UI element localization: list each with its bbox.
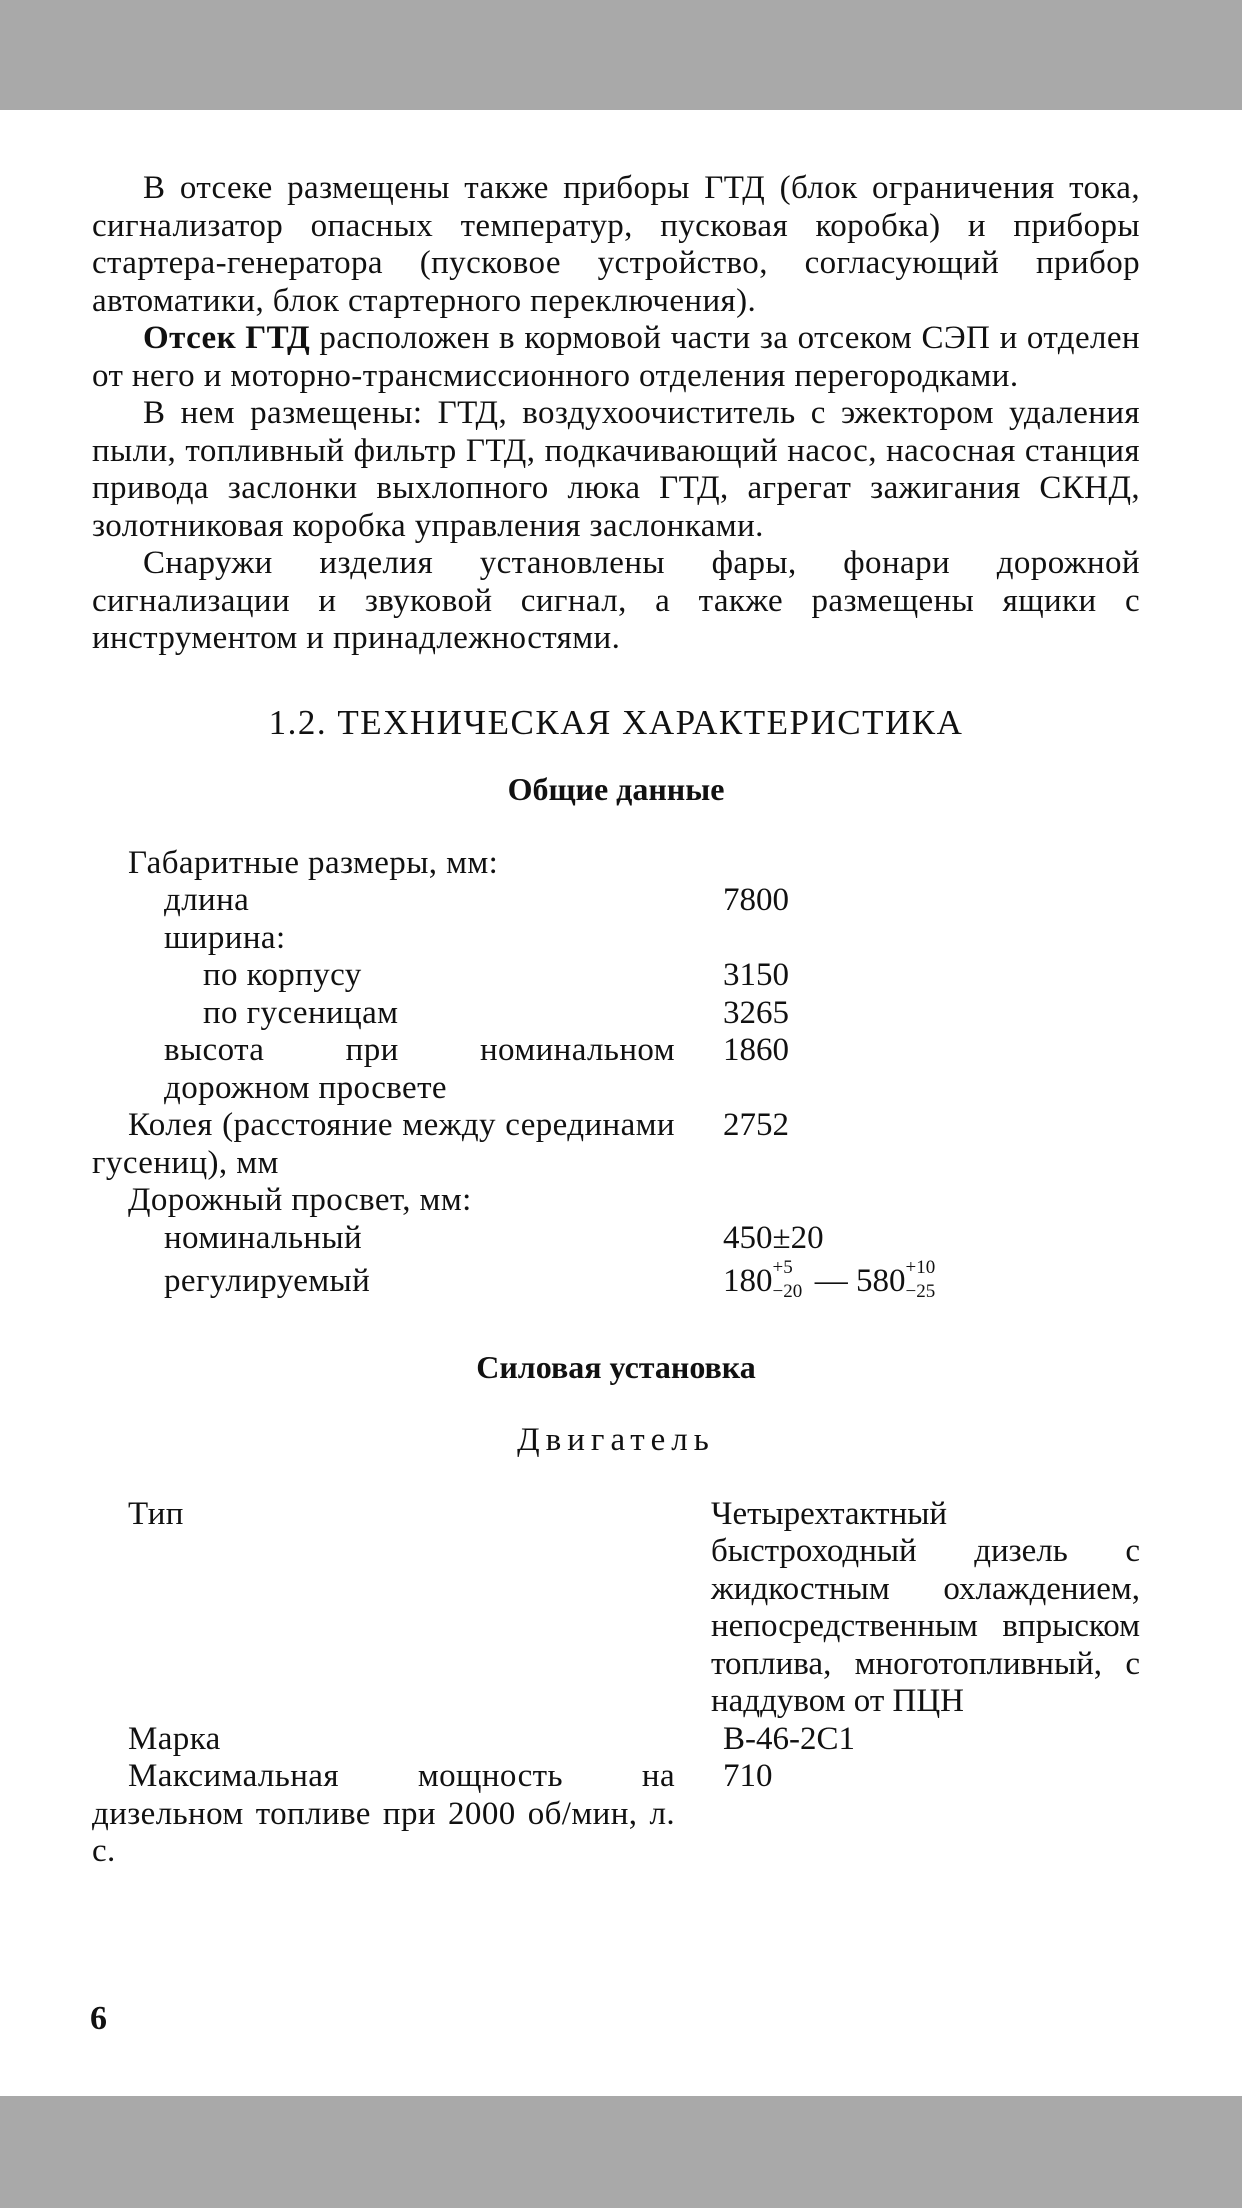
spec-row [92, 1721, 1140, 1759]
adj-a: 180 [723, 1263, 773, 1299]
paragraph-3: В нем размещены: ГТД, воздухоочиститель с эжектором удаления пыли, топливный фильтр ГТД, подкачивающий насос, насосная станция привода заслонки выхлопного люка ГТД, агрегат зажигания СКНД, золотниковая коробка управления заслонками. [92, 395, 1140, 544]
spec-row [92, 1758, 1140, 1871]
spec-row [92, 1182, 1140, 1220]
engine-heading: Двигатель [517, 1422, 715, 1458]
adj-b-down: −25 [905, 1281, 936, 1303]
adj-a-up: +5 [772, 1257, 793, 1279]
power-value: 710 [723, 1758, 773, 1794]
spec-row [92, 1220, 1140, 1258]
paragraph-1: В отсеке размещены также приборы ГТД (блок ограничения тока, сигнализатор опасных температур, пусковая коробка) и приборы стартера-генератора (пусковое устройство, согласующий прибор автоматики, блок стартерного переключения). [92, 170, 1140, 319]
page-number: 6 [90, 2000, 107, 2037]
bottom-gray-bar [0, 2096, 1242, 2208]
power-heading: Силовая установка [476, 1348, 756, 1385]
top-gray-bar [0, 0, 1242, 110]
spec-row [92, 995, 1140, 1033]
page-content [92, 170, 1140, 1871]
tracks-value: 3265 [723, 994, 789, 1031]
nominal-label: номинальный [164, 1219, 363, 1256]
paragraph-2 [92, 320, 1140, 395]
adjustable-label: регулируемый [164, 1263, 371, 1299]
length-value: 7800 [723, 882, 789, 918]
spec-row [92, 957, 1140, 995]
spec-row [92, 845, 1140, 883]
adj-sep: — [806, 1263, 856, 1299]
brand-label: Марка [128, 1720, 221, 1757]
width-label: ширина: [164, 919, 286, 956]
adjustable-value [675, 1257, 1140, 1303]
spec-row [92, 882, 1140, 920]
paragraph-2-bold: Отсек ГТД [143, 320, 311, 356]
hull-value: 3150 [723, 957, 789, 993]
adj-a-down: −20 [772, 1281, 803, 1303]
type-label: Тип [128, 1495, 184, 1532]
general-heading: Общие данные [507, 771, 725, 807]
clearance-label: Дорожный просвет, мм: [128, 1182, 472, 1218]
paragraph-2-text: расположен в кормовой части за отсеком СЭП и отделен от него и моторно-трансмиссионного отделения перегородками. [92, 320, 1140, 394]
section-title: 1.2. ТЕХНИЧЕСКАЯ ХАРАКТЕРИСТИКА [268, 702, 964, 742]
brand-value: В-46-2С1 [723, 1720, 855, 1757]
spec-row [92, 1107, 1140, 1182]
spec-row [92, 1496, 1140, 1721]
height-value: 1860 [723, 1032, 789, 1068]
dims-label: Габаритные размеры, мм: [128, 844, 499, 881]
power-label: Максимальная мощность на дизельном топливе при 2000 об/мин, л. с. [92, 1758, 675, 1869]
hull-label: по корпусу [203, 957, 362, 993]
spec-row [92, 920, 1140, 958]
adj-b-up: +10 [905, 1257, 936, 1279]
adj-b: 580 [856, 1263, 906, 1299]
paragraph-4: Снаружи изделия установлены фары, фонари дорожной сигнализации и звуковой сигнал, а также размещены ящики с инструментом и принадлежностями. [92, 545, 1140, 656]
height-label: высота при номинальном дорожном просвете [164, 1032, 675, 1106]
nominal-value: 450±20 [723, 1219, 824, 1256]
spec-row [92, 1257, 1140, 1303]
spec-row [92, 1032, 1140, 1107]
gauge-label: Колея (расстояние между серединами гусениц), мм [92, 1107, 675, 1181]
gauge-value: 2752 [723, 1107, 789, 1143]
type-value: Четырехтактный быстроходный дизель с жидкостным охлаждением, непосредственным впрыском топлива, многотопливный, с наддувом от ПЦН [711, 1495, 1140, 1719]
length-label: длина [164, 882, 250, 918]
tracks-label: по гусеницам [203, 994, 399, 1031]
